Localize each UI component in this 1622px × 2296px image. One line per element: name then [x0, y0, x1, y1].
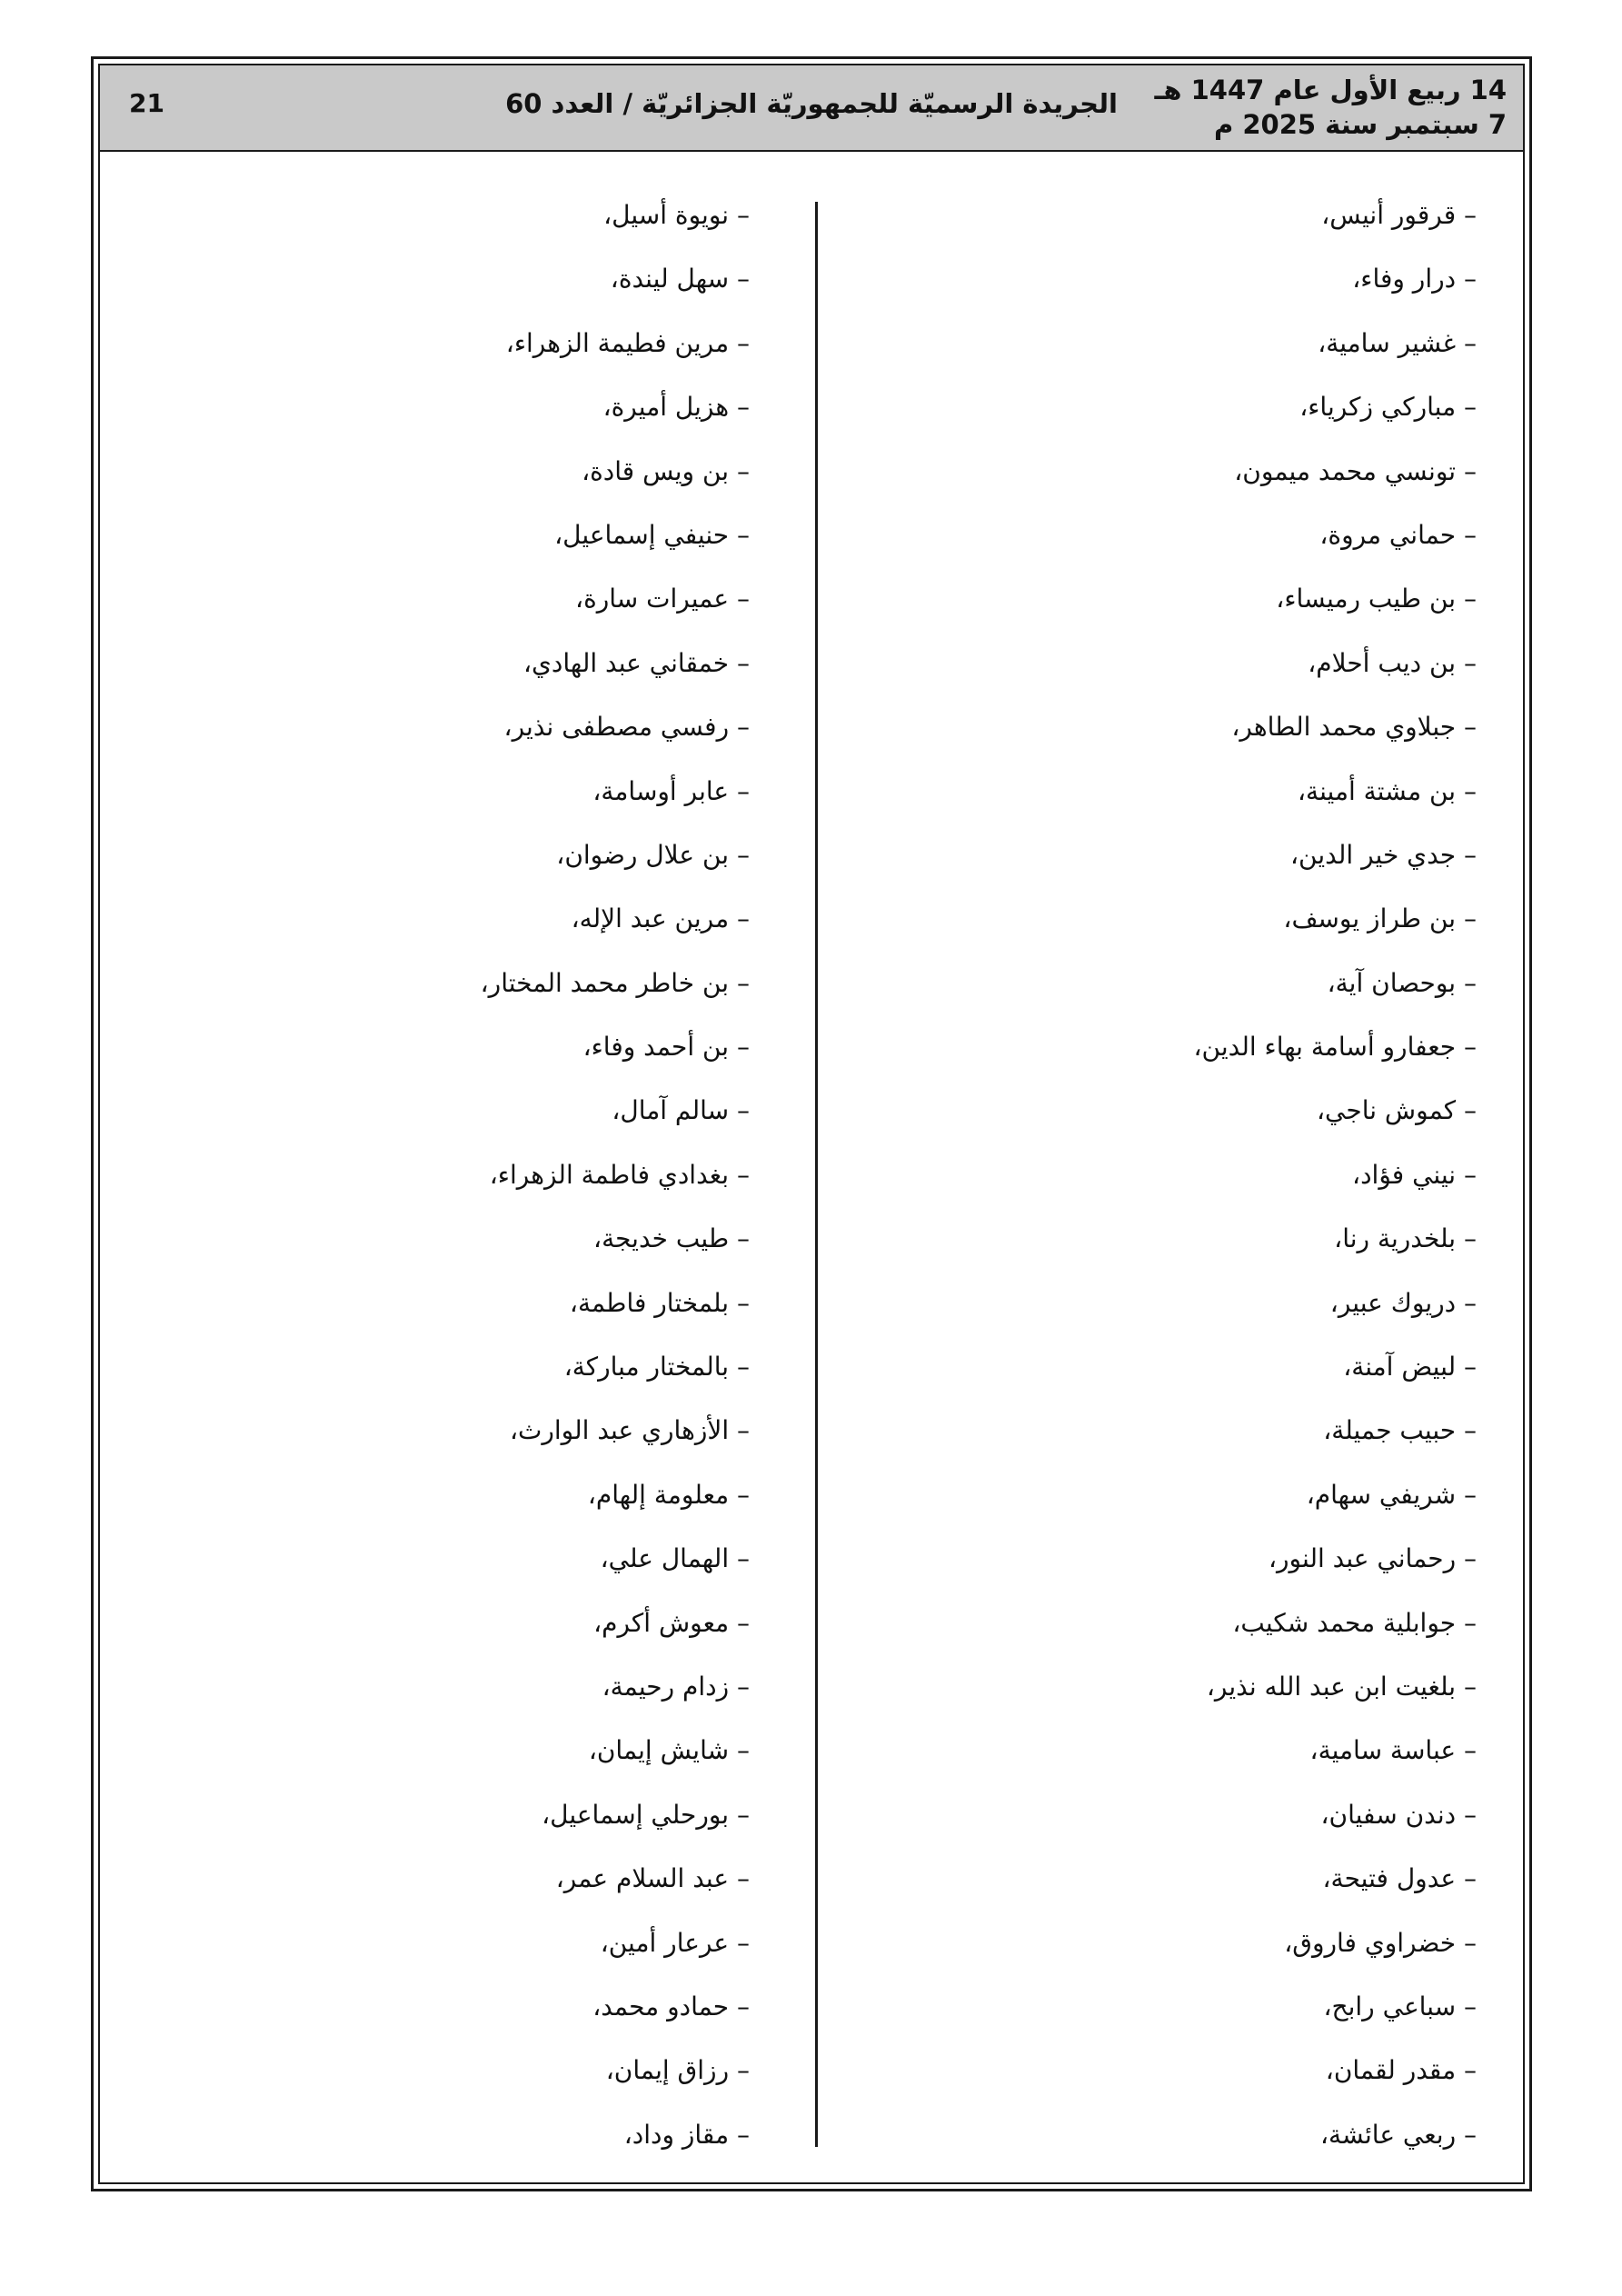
list-item: – دريوك عبير، [1329, 1287, 1477, 1318]
list-item: – جوابلية محمد شكيب، [1232, 1607, 1477, 1638]
list-item: – بن مشتة أمينة، [1298, 775, 1477, 806]
list-item: – مباركي زكرياء، [1299, 392, 1477, 423]
list-item: – جدي خير الدين، [1290, 839, 1477, 870]
list-item: – مرين عبد الإله، [571, 903, 750, 934]
list-item: – درار وفاء، [1352, 264, 1477, 294]
list-item: – بن طيب رميساء، [1276, 584, 1477, 614]
list-item: – حمادو محمد، [592, 1991, 750, 2021]
list-item: – الأزهاري عبد الوارث، [509, 1415, 750, 1446]
list-item: – مقاز وداد، [623, 2119, 750, 2150]
list-item: – بورحلي إسماعيل، [542, 1799, 750, 1830]
list-item: – هزيل أميرة، [602, 392, 750, 423]
list-item: – الهمال علي، [600, 1543, 750, 1574]
list-item: – بن طراز يوسف، [1283, 903, 1477, 934]
list-item: – زدام رحيمة، [602, 1671, 750, 1702]
list-item: – حماني مروة، [1319, 519, 1477, 550]
list-item: – جعفارو أسامة بهاء الدين، [1193, 1032, 1477, 1063]
list-item: – بوحصان آية، [1327, 967, 1477, 998]
list-item: – غشير سامية، [1318, 327, 1477, 358]
list-item: – معوش أكرم، [593, 1607, 750, 1638]
list-item: – نيني فؤاد، [1352, 1159, 1477, 1190]
list-item: – قرقور أنيس، [1321, 200, 1477, 230]
list-item: – حبيب جميلة، [1323, 1415, 1477, 1446]
list-item: – بالمختار مباركة، [563, 1352, 750, 1383]
list-item: – بن خاطر محمد المختار، [480, 967, 750, 998]
list-item: – رزاق إيمان، [605, 2055, 750, 2086]
list-item: – عباسة سامية، [1309, 1735, 1477, 1766]
list-item: – بلغيت ابن عبد الله نذير، [1206, 1671, 1477, 1702]
list-item: – طيب خديجة، [593, 1223, 750, 1254]
list-item: – خمقاني عبد الهادي، [522, 647, 750, 678]
list-item: – لبيض آمنة، [1343, 1352, 1477, 1383]
list-item: – سهل ليندة، [610, 264, 750, 294]
list-item: – بن أحمد وفاء، [582, 1032, 750, 1063]
list-item: – دندن سفيان، [1320, 1799, 1477, 1830]
list-item: – رفسي مصطفى نذير، [503, 712, 750, 743]
list-item: – ربعي عائشة، [1319, 2119, 1477, 2150]
column-divider [815, 202, 818, 2147]
list-item: – كموش ناجي، [1317, 1095, 1477, 1126]
list-item: – عرعار أمين، [600, 1927, 750, 1958]
date-gregorian: 7 سبتمبر سنة 2025 م [1213, 109, 1507, 140]
list-item: – بن ويس قادة، [582, 455, 750, 486]
names-list-right [895, 193, 1477, 2176]
list-item: – شريفي سهام، [1306, 1479, 1477, 1510]
list-item: – عبد السلام عمر، [555, 1863, 750, 1894]
names-list-left [168, 193, 750, 2176]
list-item: – عابر أوسامة، [592, 775, 750, 806]
list-item: – سباعي رابح، [1323, 1991, 1477, 2021]
list-item: – جبلاوي محمد الطاهر، [1231, 712, 1477, 743]
list-item: – بلخدرية رنا، [1334, 1223, 1477, 1254]
list-item: – بن ديب أحلام، [1308, 647, 1477, 678]
list-item: – بن علال رضوان، [556, 839, 750, 870]
list-item: – خضراوي فاروق، [1284, 1927, 1477, 1958]
page-header [100, 65, 1523, 152]
list-item: – رحماني عبد النور، [1268, 1543, 1477, 1574]
list-item: – تونسي محمد ميمون، [1234, 455, 1477, 486]
list-item: – حنيفي إسماعيل، [554, 519, 750, 550]
list-item: – عميرات سارة، [575, 584, 750, 614]
list-item: – معلومة إلهام، [587, 1479, 750, 1510]
list-item: – عدول فتيحة، [1322, 1863, 1477, 1894]
list-item: – بلمختار فاطمة، [569, 1287, 750, 1318]
list-item: – سالم آمال، [612, 1095, 750, 1126]
page-number: 21 [129, 88, 164, 118]
list-item: – بغدادي فاطمة الزهراء، [489, 1159, 750, 1190]
gazette-title: الجريدة الرسميّة للجمهوريّة الجزائريّة / العدد 60 [505, 88, 1118, 119]
date-hijri: 14 ربيع الأول عام 1447 هـ [1154, 75, 1507, 105]
list-item: – نويوة أسيل، [603, 200, 750, 230]
list-item: – مقدر لقمان، [1325, 2055, 1477, 2086]
list-item: – مرين فطيمة الزهراء، [505, 327, 750, 358]
list-item: – شايش إيمان، [588, 1735, 750, 1766]
